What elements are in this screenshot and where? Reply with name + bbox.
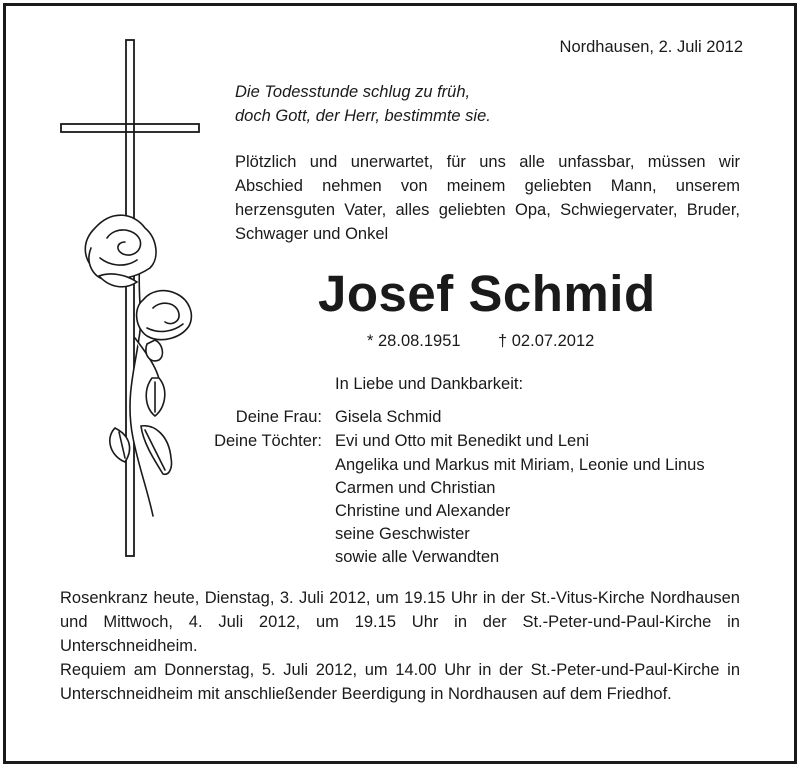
- verse: [235, 80, 491, 128]
- mourner-line: Evi und Otto mit Benedikt und Leni: [335, 432, 590, 450]
- service-info: [60, 586, 740, 706]
- requiem-info: Requiem am Donnerstag, 5. Juli 2012, um 14.00 Uhr in der St.-Peter-und-Paul-Kirche in Unterschneidheim mit anschließender Beerdigung in Nordhausen auf dem Friedhof.: [60, 661, 740, 703]
- mourner-line: Carmen und Christian: [335, 479, 496, 497]
- death-date: † 02.07.2012: [498, 332, 595, 350]
- place-date: Nordhausen, 2. Juli 2012: [559, 38, 743, 56]
- deceased-name: Josef Schmid: [318, 265, 656, 322]
- daughters-label: Deine Töchter:: [214, 432, 322, 450]
- cross-with-roses-icon: [55, 38, 205, 563]
- verse-line-2: doch Gott, der Herr, bestimmte sie.: [235, 107, 491, 125]
- mourner-line: Angelika und Markus mit Miriam, Leonie und Linus: [335, 456, 705, 474]
- mourner-line: Christine und Alexander: [335, 502, 511, 520]
- mourner-line: seine Geschwister: [335, 525, 470, 543]
- rosary-info: Rosenkranz heute, Dienstag, 3. Juli 2012, um 19.15 Uhr in der St.-Vitus-Kirche Nordhausen und Mittwoch, 4. Juli 2012, um 19.15 Uhr in der St.-Peter-und-Paul-Kirche in Unterschneidheim.: [60, 589, 740, 655]
- verse-line-1: Die Todesstunde schlug zu früh,: [235, 83, 471, 101]
- wife-name: Gisela Schmid: [335, 408, 442, 426]
- thanks-line: In Liebe und Dankbarkeit:: [335, 375, 524, 393]
- intro-text: Plötzlich und unerwartet, für uns alle unfassbar, müssen wir Abschied nehmen von meinem geliebten Mann, unserem herzensguten Vater, alles geliebten Opa, Schwiegervater, Bruder, Schwager und Onkel: [235, 153, 740, 243]
- birth-date: * 28.08.1951: [367, 332, 461, 350]
- wife-label: Deine Frau:: [235, 408, 322, 426]
- mourner-line: sowie alle Verwandten: [335, 548, 500, 566]
